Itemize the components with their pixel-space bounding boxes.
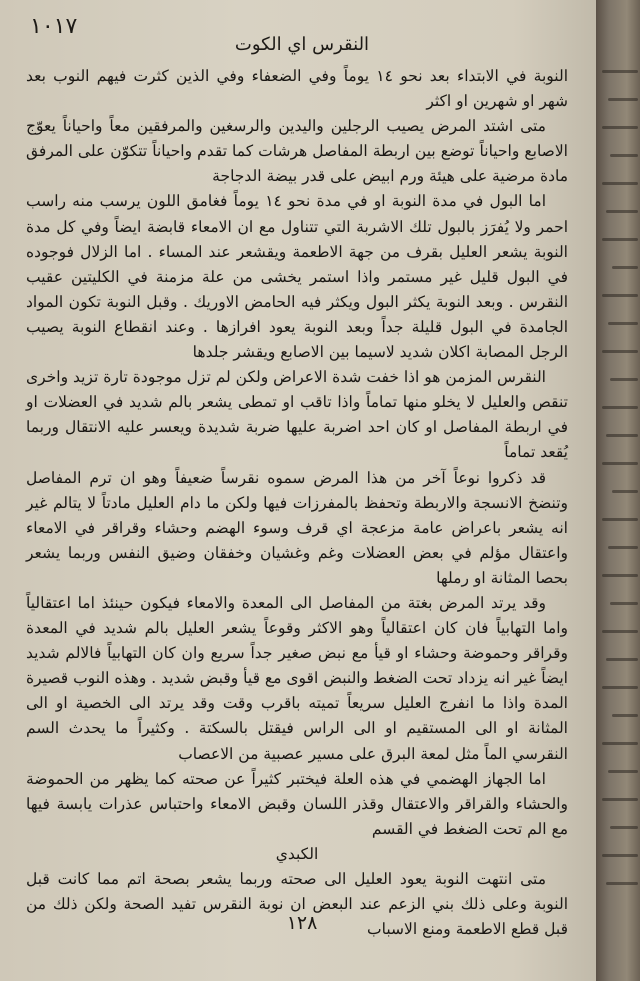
paragraph: الكبدي xyxy=(275,844,319,863)
paragraph: وقد يرتد المرض بغتة من المفاصل الى المعدة والامعاء فيكون حينئذ اما اعتقالياً واما التهابياً فان كان اعتقالياً وهو الاكثر وقوعاً يشعر العليل بالم شديد في المعدة وقراقر وحموضة وحشاء او قيأ مع نبض صغير جداً سريع وان كان التهابياً فالالم شديد ايضاً غير انه يزداد تحت الضغط والنبض اقوى مع قيأ وقبض شديد . وهذه النوب قصيرة المدة واذا ما انفرج العليل سريعاً تميته باقرب وقت وقد يرتد الى الخصية او الى المثانة او الى المستقيم او الى الراس فيقتل بالسكتة . وكثيراً ما يحدث السم النقرسي الماً مثل لمعة البرق على مسير عصبية من الاعصاب xyxy=(26,593,568,763)
paragraph: النوبة في الابتداء بعد نحو ١٤ يوماً وفي الضعفاء وفي الذين كثرت فيهم النوب بعد شهر او شهرين او اكثر xyxy=(26,67,568,111)
paragraph: متى اشتد المرض يصيب الرجلين واليدين والرسغين والمرفقين معاً واحياناً يعوّج الاصابع واحياناً توضع بين اربطة المفاصل هرشات كما تقدم واحياناً تتكوّن على المرفق مادة مرضية على هيئة ورم ابيض على قدر بيضة الدجاجة xyxy=(26,117,568,186)
paragraph: متى انتهت النوبة يعود العليل الى صحته وربما يشعر بصحة اتم مما كانت قبل النوبة وعلى ذلك بني الزعم عند البعض ان نوبة النقرس تفيد الصحة ولكن ذلك من قبل قطع الاطعمة ومنع الاسباب xyxy=(26,870,568,939)
paragraph: اما الجهاز الهضمي في هذه العلة فيختبر كثيراً عن صحته كما يظهر من الحموضة والحشاء والقراقر والاعتقال وقذر اللسان وقبض الامعاء واحتباس عذرات يابسة فيها مع الم تحت الضغط في القسم xyxy=(26,769,568,838)
paragraph: قد ذكروا نوعاً آخر من هذا المرض سموه نقرساً ضعيفاً وهو ان ترم المفاصل وتنضخ الانسجة والاربطة وتحفظ بالمفرزات فيها ولكن ما دام العليل مادتاً لا يتالم غير انه يشعر باعراض عامة مزعجة اي قرف وسوء الهضم وحشاء وقراقر في الامعاء واعتقال مؤلم في بعض العضلات وغم وغشيان وخفقان وضيق النفس وربما يشعر بحصا المثانة او رملها xyxy=(26,468,568,587)
footer-signature-number: ١٢٨ xyxy=(286,912,318,934)
page-number: ١٠١٧ xyxy=(30,14,78,39)
paragraph: النقرس المزمن هو اذا خفت شدة الاعراض ولكن لم تزل موجودة تارة تزيد واخرى تنقص والعليل لا يخلو منها تماماً واذا تاقب او تمطى يشعر بالم شديد في العضلات او في اربطة المفاصل او كان احد اضربة عليها ضربة شديدة ويعسر عليه الانتقال وربما يُقعد تماماً xyxy=(26,368,568,462)
adjacent-page-edge xyxy=(596,0,640,981)
page-body xyxy=(26,64,568,942)
running-title: النقرس اي الكوت xyxy=(234,34,370,55)
paragraph: اما البول في مدة النوبة او في مدة نحو ١٤ يوماً فغامق اللون يرسب منه راسب احمر ولا يُفرَز بالبول تلك الاشربة التي تتناول مع ان الامعاء قابضة ايضاً وفي كل مدة النوبة يشعر العليل بقرف من جهة الاطعمة ويقشعر عند المساء . اما الزلال فوجوده في البول قليل غير مستمر واذا استمر يخشى من علة مزمنة في الكليتين عقيب النقرس . وبعد النوبة يكثر البول ويكثر فيه الحامض الاوريك . وقبل النوبة تكون المواد الجامدة في البول قليلة جداً وبعد النوبة يعود افرازها . وعند انقطاع النوبة يصيب الرجل المصابة اكلان شديد لاسيما بين الاصابع ويقشر جلدها xyxy=(26,192,568,362)
